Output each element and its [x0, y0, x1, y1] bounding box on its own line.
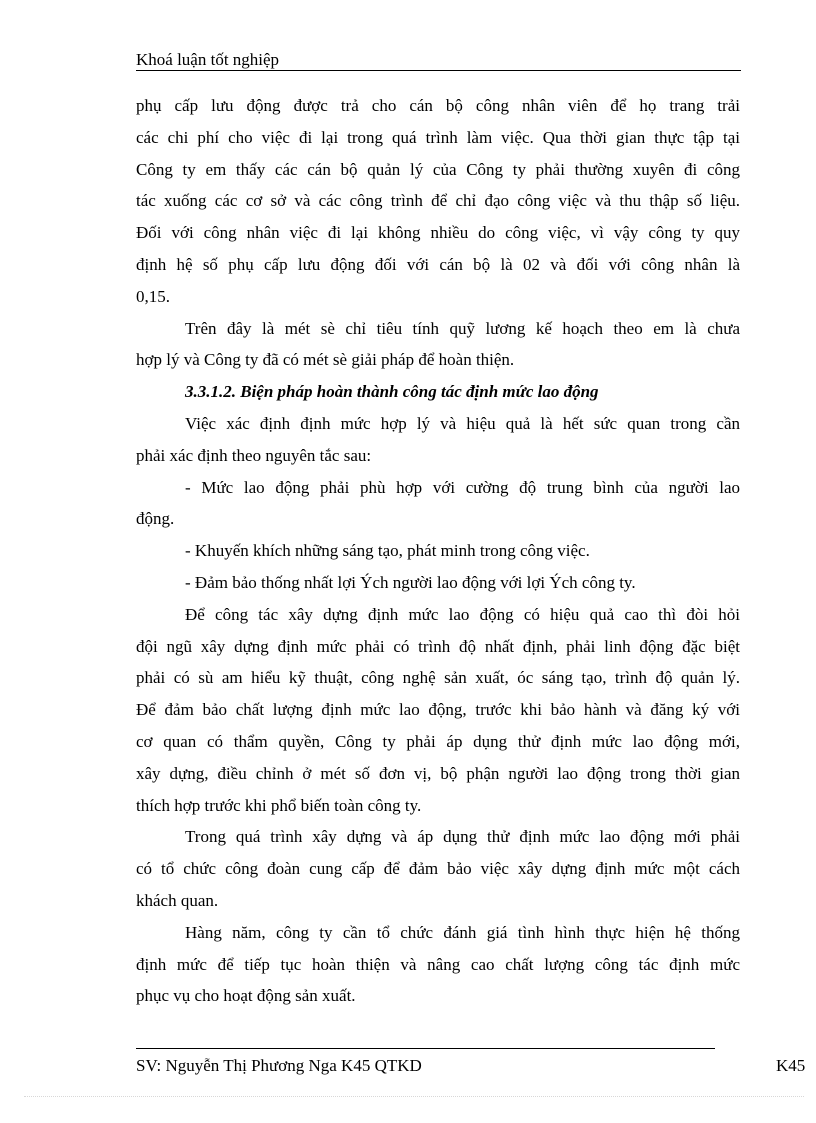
body-line: khách quan. — [136, 890, 219, 910]
body-line: có tổ chức công đoàn cung cấp để đảm bảo việc xây dựng định mức một cách — [136, 859, 740, 879]
body-line: Công ty em thấy các cán bộ quản lý của Công ty phải thường xuyên đi công — [136, 159, 740, 179]
body-line: 0,15. — [136, 286, 170, 306]
running-header-title: Khoá luận tốt nghiệp — [136, 50, 280, 69]
body-line: định hệ số phụ cấp lưu động đối với cán bộ là 02 và đối với công nhân là — [136, 254, 740, 274]
body-line: Đối với công nhân việc đi lại không nhiều do công việc, vì vậy công ty quy — [136, 223, 740, 243]
body-line: Việc xác định định mức hợp lý và hiệu quả là hết sức quan trong cần — [185, 413, 740, 433]
page-edge-divider — [24, 1096, 804, 1097]
body-line: thích hợp trước khi phổ biến toàn công ty. — [136, 795, 422, 815]
body-line: các chi phí cho việc đi lại trong quá trình làm việc. Qua thời gian thực tập tại — [136, 127, 740, 147]
body-line: xây dựng, điều chỉnh ở mét số đơn vị, bộ phận người lao động trong thời gian — [136, 763, 740, 783]
body-line: đội ngũ xây dựng định mức phải có trình độ nhất định, phải linh động đặc biệt — [136, 636, 740, 656]
body-line: Trong quá trình xây dựng và áp dụng thử định mức lao động mới phải — [185, 827, 740, 847]
body-line: phụ cấp lưu động được trả cho cán bộ công nhân viên để họ trang trải — [136, 96, 740, 115]
body-line: động. — [136, 509, 175, 529]
footer-divider — [136, 1048, 715, 1049]
body-line: Để công tác xây dựng định mức lao động có hiệu quả cao thì đòi hỏi — [185, 604, 740, 624]
body-line: phải có sù am hiểu kỹ thuật, công nghệ sản xuất, óc sáng tạo, trình độ quản lý. — [136, 668, 740, 688]
body-line: phải xác định theo nguyên tắc sau: — [136, 445, 372, 465]
body-line: định mức để tiếp tục hoàn thiện và nâng cao chất lượng công tác định mức — [136, 954, 740, 974]
bullet-line: - Đảm bảo thống nhất lợi Ých người lao động với lợi Ých công ty. — [185, 572, 636, 592]
body-line: hợp lý và Công ty đã có mét sè giải pháp để hoàn thiện. — [136, 350, 515, 370]
footer-author: SV: Nguyễn Thị Phương Nga K45 QTKD — [136, 1056, 422, 1075]
body-line: tác xuống các cơ sở và các công trình để chỉ đạo công việc và thu thập số liệu. — [136, 191, 740, 211]
body-line: Hàng năm, công ty cần tổ chức đánh giá tình hình thực hiện hệ thống — [185, 922, 740, 942]
body-line: Để đảm bảo chất lượng định mức lao động, trước khi bảo hành và đăng ký với — [136, 700, 740, 720]
bullet-line: - Khuyến khích những sáng tạo, phát minh trong công việc. — [185, 541, 590, 561]
section-heading: 3.3.1.2. Biện pháp hoàn thành công tác định mức lao động — [185, 382, 599, 402]
body-line: Trên đây là mét sè chỉ tiêu tính quỹ lương kế hoạch theo em là chưa — [185, 318, 740, 338]
header-divider — [136, 70, 741, 71]
footer-code: K45 — [776, 1056, 806, 1075]
document-body — [136, 90, 740, 1012]
body-line: cơ quan có thẩm quyền, Công ty phải áp dụng thử định mức lao động mới, — [136, 731, 740, 751]
body-line: phục vụ cho hoạt động sản xuất. — [136, 986, 356, 1006]
bullet-line: - Mức lao động phải phù hợp với cường độ trung bình của người lao — [185, 477, 740, 497]
